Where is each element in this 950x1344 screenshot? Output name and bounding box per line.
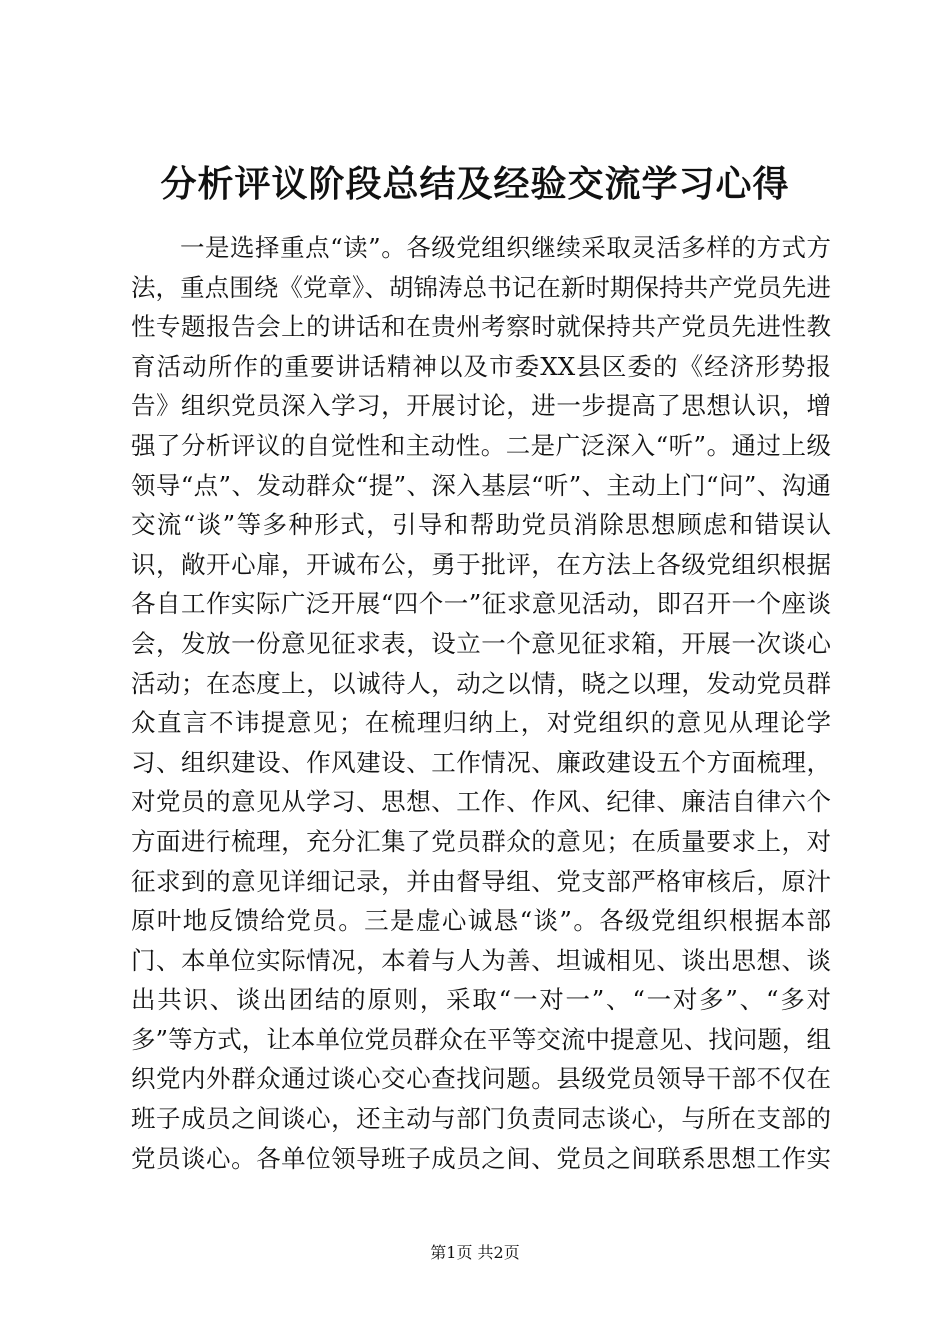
document-title: 分析评议阶段总结及经验交流学习心得: [160, 163, 790, 205]
page-number: 第1页 共2页: [430, 1243, 520, 1262]
document-body: 一是选择重点“读”。各级党组织继续采取灵活多样的方式方法，重点围绕《党章》、胡锦涛总书记在新时期保持共产党员先进性专题报告会上的讲话和在贵州考察时就保持共产党员先进性教育活动所作的重要讲话精神以及市委XX县区委的《经济形势报告》组织党员深入学习，开展讨论，进一步提高了思想认识，增强了分析评议的自觉性和主动性。二是广泛深入“听”。通过上级领导“点”、发动群众“提”、深入基层“听”、主动上门“问”、沟通交流“谈”等多种形式，引导和帮助党员消除思想顾虑和错误认识，敞开心扉，开诚布公，勇于批评，在方法上各级党组织根据各自工作实际广泛开展“四个一”征求意见活动，即召开一个座谈会，发放一份意见征求表，设立一个意见征求箱，开展一次谈心活动；在态度上，以诚待人，动之以情，晓之以理，发动党员群众直言不讳提意见；在梳理归纳上，对党组织的意见从理论学习、组织建设、作风建设、工作情况、廉政建设五个方面梳理，对党员的意见从学习、思想、工作、作风、纪律、廉洁自律六个方面进行梳理，充分汇集了党员群众的意见；在质量要求上，对征求到的意见详细记录，并由督导组、党支部严格审核后，原汁原叶地反馈给党员。三是虚心诚恳“谈”。各级党组织根据本部门、本单位实际情况，本着与人为善、坦诚相见、谈出思想、谈出共识、谈出团结的原则，采取“一对一”、“一对多”、“多对多”等方式，让本单位党员群众在平等交流中提意见、找问题，组织党内外群众通过谈心交心查找问题。县级党员领导干部不仅在班子成员之间谈心，还主动与部门负责同志谈心，与所在支部的党员谈心。各单位领导班子成员之间、党员之间联系思想工作实: [131, 233, 831, 1173]
